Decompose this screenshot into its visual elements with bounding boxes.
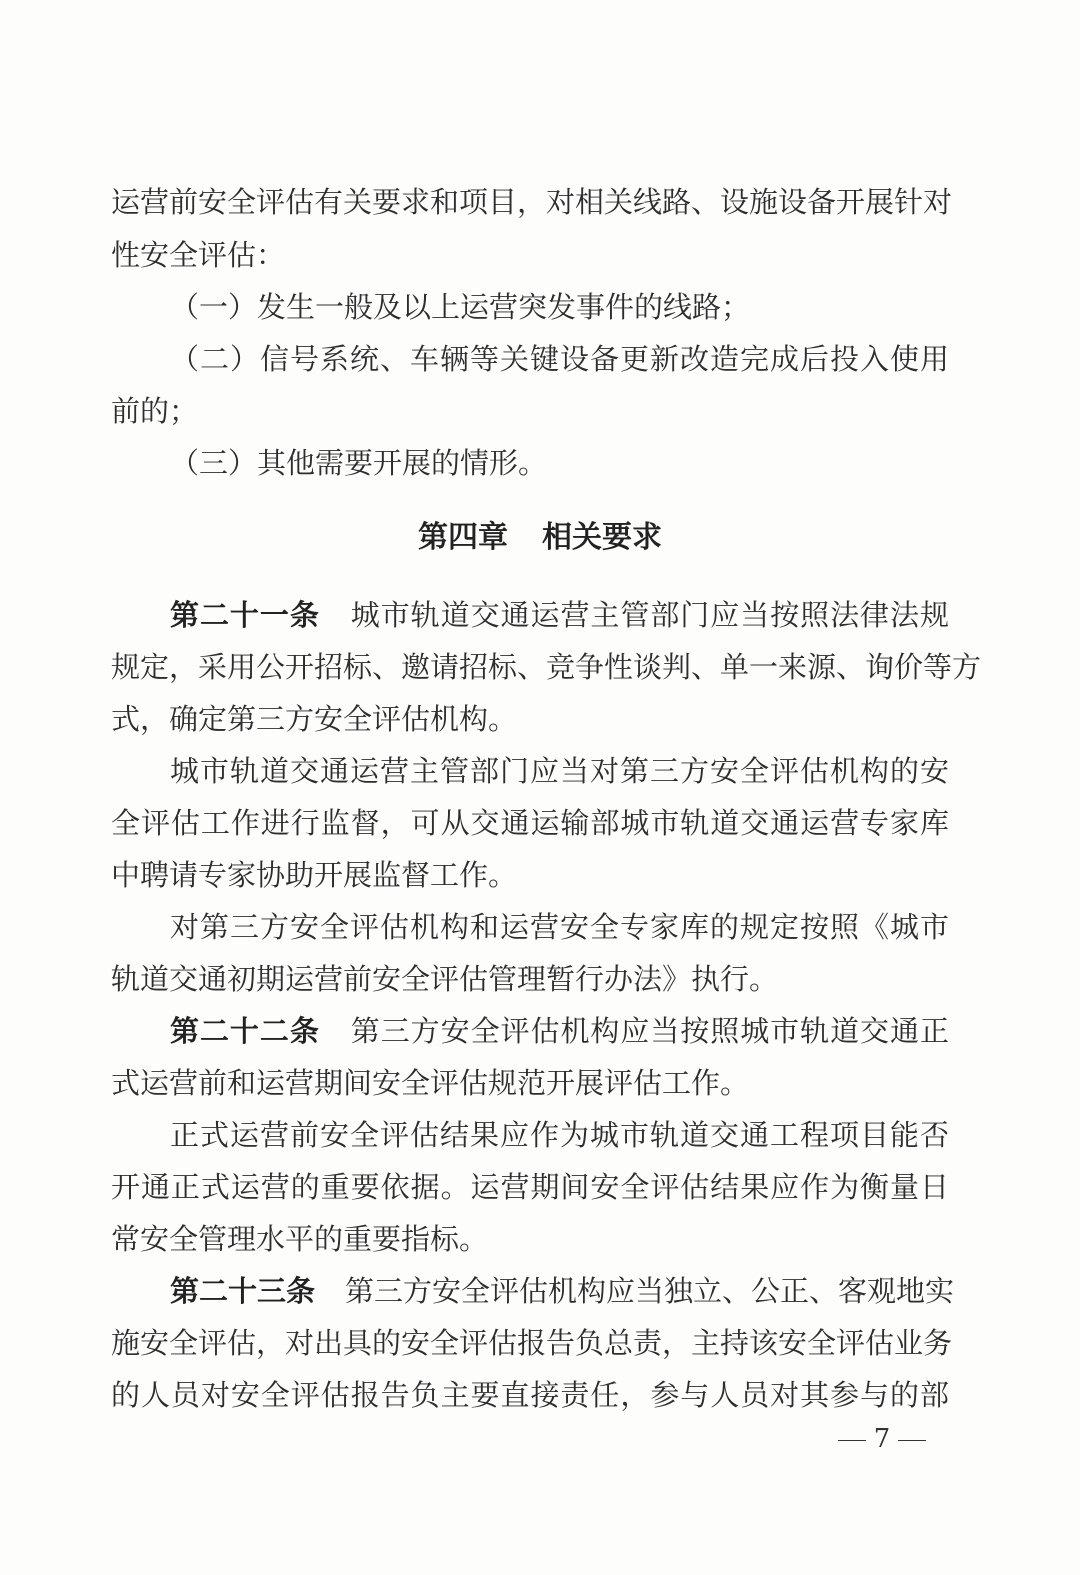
chapter-number: 第四章	[418, 520, 508, 555]
paragraph-line: 开通正式运营的重要依据。运营期间安全评估结果应作为衡量日	[111, 1170, 949, 1204]
list-item: （二）信号系统、车辆等关键设备更新改造完成后投入使用	[170, 342, 949, 376]
paragraph-line: 正式运营前安全评估结果应作为城市轨道交通工程项目能否	[170, 1118, 949, 1152]
paragraph-line: 城市轨道交通运营主管部门应当对第三方安全评估机构的安	[170, 754, 949, 788]
list-item: （一）发生一般及以上运营突发事件的线路；	[170, 290, 751, 324]
chapter-title: 相关要求	[542, 520, 662, 555]
paragraph-line: 中聘请专家协助开展监督工作。	[111, 858, 518, 892]
paragraph-line: 式，确定第三方安全评估机构。	[111, 702, 518, 736]
article-first-line	[170, 1273, 955, 1309]
article-first-line	[170, 597, 949, 633]
article-title: 第二十一条	[170, 598, 320, 632]
paragraph-line: 规定，采用公开招标、邀请招标、竞争性谈判、单一来源、询价等方	[111, 650, 982, 684]
paragraph-line: 的人员对安全评估报告负主要直接责任，参与人员对其参与的部	[111, 1378, 949, 1412]
article-text: 城市轨道交通运营主管部门应当按照法律法规	[349, 598, 949, 632]
paragraph-line: 对第三方安全评估机构和运营安全专家库的规定按照《城市	[170, 910, 949, 944]
list-item-continuation: 前的；	[111, 394, 199, 428]
article-title: 第二十二条	[170, 1014, 320, 1048]
paragraph-line: 常安全管理水平的重要指标。	[111, 1222, 489, 1256]
paragraph-line: 式运营前和运营期间安全评估规范开展评估工作。	[111, 1066, 750, 1100]
paragraph-line: 轨道交通初期运营前安全评估管理暂行办法》执行。	[111, 962, 779, 996]
dash-left	[838, 1440, 866, 1441]
paragraph-line: 性安全评估：	[111, 238, 286, 272]
paragraph-line: 运营前安全评估有关要求和项目，对相关线路、设施设备开展针对	[111, 185, 953, 219]
article-text: 第三方安全评估机构应当按照城市轨道交通正	[349, 1014, 949, 1048]
list-item: （三）其他需要开展的情形。	[170, 446, 548, 480]
article-title: 第二十三条	[170, 1274, 316, 1308]
chapter-heading	[0, 518, 1080, 558]
paragraph-line: 施安全评估，对出具的安全评估报告负总责，主持该安全评估业务	[111, 1326, 953, 1360]
page-number	[826, 1422, 938, 1456]
page-number-value: 7	[873, 1424, 891, 1454]
paragraph-line: 全评估工作进行监督，可从交通运输部城市轨道交通运营专家库	[111, 806, 949, 840]
dash-right	[898, 1440, 926, 1441]
article-first-line	[170, 1013, 949, 1049]
article-text: 第三方安全评估机构应当独立、公正、客观地实	[345, 1274, 955, 1308]
